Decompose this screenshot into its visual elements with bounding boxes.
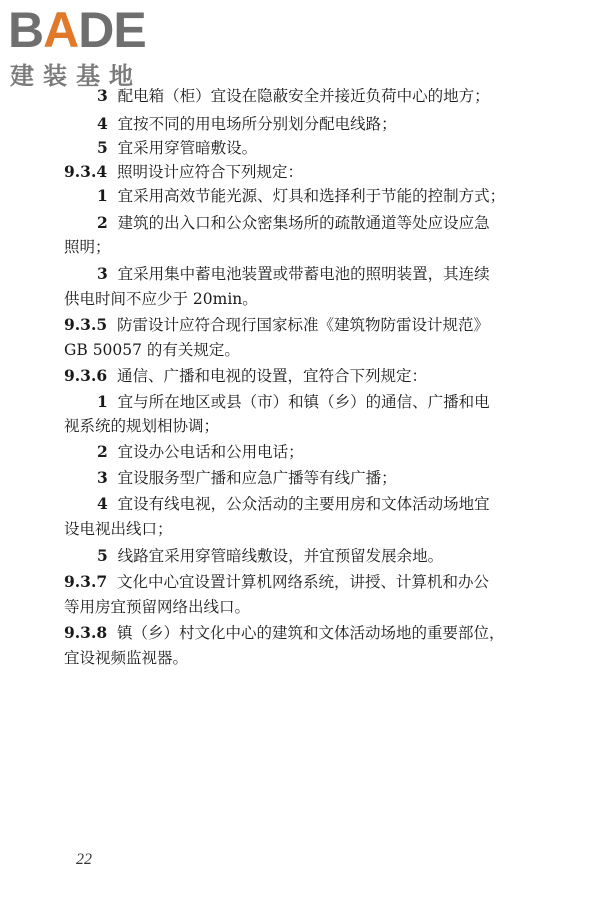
list-item: 2 建筑的出入口和公众密集场所的疏散通道等处应设应急 xyxy=(97,213,490,232)
list-item: 5 宜采用穿管暗敷设。 xyxy=(97,138,258,157)
list-item: 1 宜采用高效节能光源、灯具和选择利于节能的控制方式； xyxy=(97,186,506,205)
logo-subtitle: 建装基地 xyxy=(10,62,142,90)
clause-heading: 9.3.4 照明设计应符合下列规定： xyxy=(64,162,304,181)
clause-heading: 9.3.7 文化中心宜设置计算机网络系统，讲授、计算机和办公 xyxy=(64,572,490,591)
clause-continuation: 宜设视频监视器。 xyxy=(64,649,189,667)
list-item: 1 宜与所在地区或县（市）和镇（乡）的通信、广播和电 xyxy=(97,392,490,411)
list-item: 3 宜设服务型广播和应急广播等有线广播； xyxy=(97,468,397,487)
page-number: 22 xyxy=(76,851,92,868)
list-item: 2 宜设办公电话和公用电话； xyxy=(97,442,304,461)
list-item-continuation: 视系统的规划相协调； xyxy=(64,417,220,435)
list-item: 4 宜设有线电视，公众活动的主要用房和文体活动场地宜 xyxy=(97,494,490,513)
list-item-continuation: 照明； xyxy=(64,238,111,256)
list-item: 5 线路宜采用穿管暗线敷设，并宜预留发展余地。 xyxy=(97,546,444,565)
clause-heading: 9.3.6 通信、广播和电视的设置，宜符合下列规定： xyxy=(64,366,428,385)
clause-heading: 9.3.5 防雷设计应符合现行国家标准《建筑物防雷设计规范》 xyxy=(64,315,490,334)
bade-logo xyxy=(8,4,178,90)
list-item: 3 配电箱（柜）宜设在隐蔽安全并接近负荷中心的地方； xyxy=(97,86,490,105)
list-item-continuation: 供电时间不应少于 20min。 xyxy=(64,290,258,308)
list-item-continuation: 设电视出线口； xyxy=(64,520,173,538)
list-item: 3 宜采用集中蓄电池装置或带蓄电池的照明装置，其连续 xyxy=(97,264,490,283)
clause-continuation: GB 50057 的有关规定。 xyxy=(64,341,240,359)
logo-wordmark: BADE xyxy=(8,2,146,58)
list-item: 4 宜按不同的用电场所分别划分配电线路； xyxy=(97,114,397,133)
clause-continuation: 等用房宜预留网络出线口。 xyxy=(64,598,251,616)
clause-heading: 9.3.8 镇（乡）村文化中心的建筑和文体活动场地的重要部位， xyxy=(64,623,505,642)
